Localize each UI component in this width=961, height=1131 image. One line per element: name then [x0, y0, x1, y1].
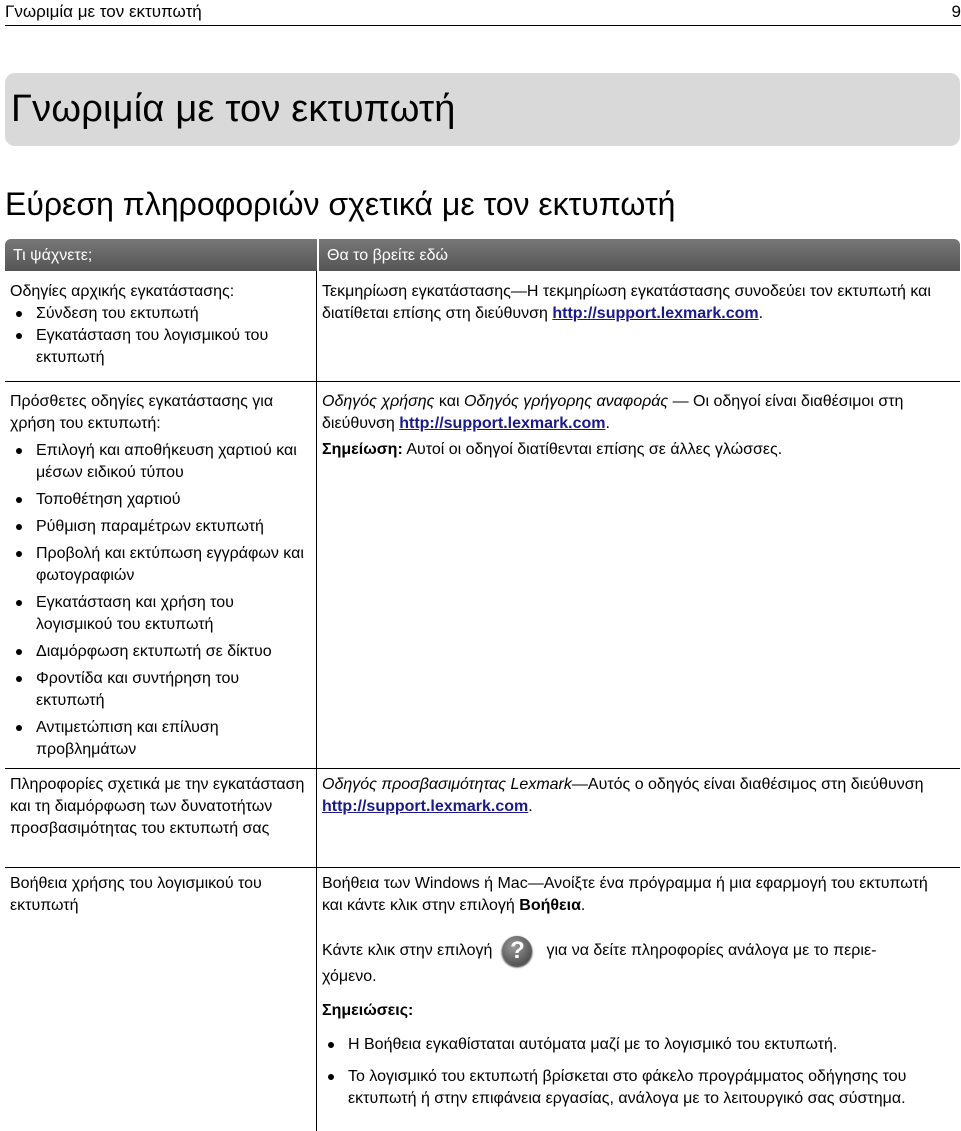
- chapter-title-band: [5, 73, 960, 146]
- page-number: 9: [951, 2, 961, 21]
- list-item: Το λογισμικό του εκτυπωτή βρίσκεται στο φάκελο προγράμματος οδήγησης του εκτυπωτή ή στην επιφάνεια εργασίας, ανάλογα με το λειτουργικό σας σύστημα.: [322, 1066, 952, 1110]
- period: .: [580, 897, 586, 914]
- running-header: [5, 0, 961, 26]
- table-row-2-left: [10, 391, 310, 761]
- notes-label: Σημειώσεις:: [322, 1002, 414, 1019]
- list-item: Φροντίδα και συντήρηση του εκτυπωτή: [10, 668, 310, 712]
- row-divider: [5, 768, 960, 769]
- column-divider: [316, 271, 317, 1131]
- list-item: Σύνδεση του εκτυπωτή: [10, 303, 310, 325]
- column-header-what: Τι ψάχνετε;: [13, 247, 93, 264]
- period: .: [528, 798, 533, 815]
- table-row-3-left: [10, 774, 310, 840]
- row-divider: [5, 381, 960, 382]
- period: .: [605, 415, 610, 432]
- list-item: Τοποθέτηση χαρτιού: [10, 489, 310, 511]
- period: .: [758, 305, 764, 322]
- list-item: Διαμόρφωση εκτυπωτή σε δίκτυο: [10, 641, 310, 663]
- windows-mac-help-text: Βοήθεια των Windows ή Mac—Ανοίξτε ένα πρόγραμμα ή μια εφαρμογή του εκτυπωτή και κάντε κλικ στην επιλογή: [322, 875, 928, 914]
- help-question-icon[interactable]: ?: [502, 936, 532, 966]
- chapter-title: Γνωριμία με τον εκτυπωτή: [11, 88, 456, 130]
- help-option: Βοήθεια: [519, 897, 581, 914]
- support-link[interactable]: http://support.lexmark.com: [399, 415, 606, 432]
- click-text-after-2: χόμενο.: [322, 968, 377, 985]
- section-title: Εύρεση πληροφοριών σχετικά με τον εκτυπωτή: [5, 186, 676, 222]
- accessibility-info: Πληροφορίες σχετικά με την εγκατάσταση και τη διαμόρφωση των δυνατοτήτων προσβασιμότητας του εκτυπωτή σας: [10, 776, 305, 837]
- guides-text: — Οι οδηγοί είναι διαθέσιμοι στη διεύθυνση: [322, 393, 904, 432]
- click-text-after: για να δείτε πληροφορίες ανάλογα με το περιε-: [546, 942, 877, 960]
- click-text: Κάντε κλικ στην επιλογή: [322, 942, 493, 960]
- setup-doc-text: Τεκμηρίωση εγκατάστασης—Η τεκμηρίωση εγκατάστασης συνοδεύει τον εκτυπωτή και διατίθεται επίσης στη διεύθυνση: [322, 283, 931, 322]
- quick-reference-title: Οδηγός γρήγορης αναφοράς: [463, 393, 669, 410]
- table-row-1-right: [322, 281, 952, 325]
- table-row-1-left: [10, 281, 310, 369]
- note-label: Σημείωση:: [322, 441, 403, 458]
- accessibility-guide-title: Οδηγός προσβασιμότητας Lexmark: [322, 776, 572, 793]
- list-item: Ρύθμιση παραμέτρων εκτυπωτή: [10, 516, 310, 538]
- list-item: Προβολή και εκτύπωση εγγράφων και φωτογραφιών: [10, 543, 310, 587]
- list-item: Εγκατάσταση του λογισμικού του εκτυπωτή: [10, 325, 310, 369]
- row-divider: [5, 867, 960, 868]
- row-heading: Οδηγίες αρχικής εγκατάστασης:: [10, 283, 235, 300]
- table-row-4-right: [322, 873, 952, 1110]
- support-link[interactable]: http://support.lexmark.com: [552, 305, 759, 322]
- table-header: [5, 239, 960, 271]
- note-text: Αυτοί οι οδηγοί διατίθενται επίσης σε άλλες γλώσσες.: [402, 441, 783, 458]
- accessibility-guide-text: —Αυτός ο οδηγός είναι διαθέσιμος στη διεύθυνση: [571, 776, 924, 793]
- table-row-4-left: [10, 873, 310, 917]
- user-guide-title: Οδηγός χρήσης: [322, 393, 435, 410]
- list-item: Αντιμετώπιση και επίλυση προβλημάτων: [10, 717, 310, 761]
- table-row-2-right: [322, 391, 952, 461]
- list-item: Η Βοήθεια εγκαθίσταται αυτόματα μαζί με το λογισμικό του εκτυπωτή.: [322, 1034, 952, 1056]
- table-row-3-right: [322, 774, 952, 818]
- software-help-info: Βοήθεια χρήσης του λογισμικού του εκτυπωτή: [10, 875, 262, 914]
- support-link[interactable]: http://support.lexmark.com: [322, 798, 529, 815]
- and-text: και: [434, 393, 464, 410]
- list-item: Επιλογή και αποθήκευση χαρτιού και μέσων ειδικού τύπου: [10, 440, 310, 484]
- column-header-where: Θα το βρείτε εδώ: [327, 247, 448, 264]
- running-header-title: Γνωριμία με τον εκτυπωτή: [5, 2, 202, 21]
- header-divider: [317, 239, 319, 271]
- row-heading: Πρόσθετες οδηγίες εγκατάστασης για χρήση του εκτυπωτή:: [10, 393, 274, 432]
- list-item: Εγκατάσταση και χρήση του λογισμικού του εκτυπωτή: [10, 592, 310, 636]
